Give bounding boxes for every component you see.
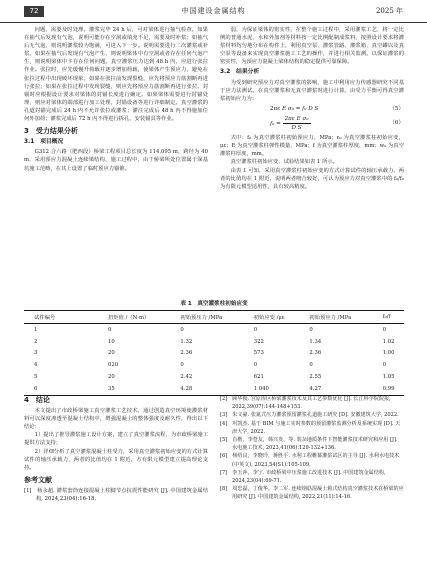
table-cell: 0	[309, 326, 313, 333]
table-cell: 0	[180, 362, 184, 369]
table-cell: 1.00	[382, 350, 395, 357]
section-4-heading: 4 结论	[24, 396, 50, 404]
reference-item: [5] 肖楷，李苍友，韩兴发，等. 装杂地质条件下智能灌浆技术研究和应用 [J]. 水电施工技术, 2023,41(06):129-132+136.	[220, 437, 398, 452]
right-para-2: 为受到研究预应力对真空灌浆的影响，施工中利用应力传感器研究不同基于应力法测试，在真空灌浆和无真空灌浆时进行计算。由受力平衡可得真空灌浆初始应力为：	[220, 79, 404, 102]
reference-item: [1] 杨永超. 灌浆套筒连接混凝土柱脚节点抗震性能研究 [J]. 中国建筑金属结构, 2024,23(04):16-18.	[24, 487, 208, 503]
table-header-cell: 初始预应力 /MPa	[309, 315, 352, 321]
table-row	[24, 348, 404, 360]
table-cell: 0	[309, 362, 313, 369]
table-cell: 0	[382, 362, 387, 369]
table-cell: 322	[253, 338, 264, 345]
table-cell: 0	[382, 326, 387, 333]
equation-5-body: 2πε E σ₀ = f₀ D S	[270, 105, 319, 112]
reference-item: [8] 周忠磊，丁俊华，李二军. 连续钢筋混凝土箱式结构真空灌浆技术在桥梁的应用研究 [J]. 中国建筑金属结构, 2022,21(11):14-16.	[220, 486, 404, 501]
right-para-5: 由表 1 可知，采用真空灌浆柱初始应变的方式计算试件的轴压承载力，两者的比值均在 1 附近，说明两者吻合较好，可认为预应力对真空灌浆中的 f₀/f₀ 为有限元模型适用性，具有较高精度。	[220, 167, 404, 190]
right-column	[220, 26, 404, 191]
data-table	[24, 310, 404, 396]
table-cell: 1.02	[382, 338, 395, 345]
table-cell: 2.36	[309, 350, 322, 357]
table-cell: 2	[34, 338, 38, 345]
page-header	[0, 0, 427, 23]
references-heading: 参考文献	[24, 475, 52, 484]
table-cell: 0	[253, 362, 258, 369]
conclusion-item-2: 2）详细分析了真空灌浆混凝土柱受力，采用真空灌浆初始应变的方式计算试件的轴压承载力，两者的比值均在 1 附近，方有限元模型建立提高理论支持。	[24, 448, 208, 471]
table-row	[24, 371, 404, 383]
table-cell: 1.32	[180, 338, 193, 345]
reference-item: [6] 杨绍良，李晓玲，蒋胜平. 水利工程帷幕灌浆试区的主导 [J]. 水利水电技术 (中英文), 2023,54(S1):105-109.	[220, 453, 400, 468]
references-column	[220, 395, 404, 502]
right-para-4: 真空灌浆柱初始应变、试验结果如表 1 所示。	[230, 159, 338, 166]
right-para-3: 式中：f₀ 为真空灌浆柱初始预应力，MPa；ε₀ 为真空灌浆柱初始应变，με；E 为真空灌浆柱弹性模量，MPa；f 为真空灌浆柱厚度，mm；w₀ 为真空灌浆柱厚度，mm。	[220, 135, 404, 158]
left-para-2: G312 合六路（肥西段）桥梁工程项目总长度为 114.095 m，跨径为 40 m，采用预应力混凝土连续梁结构，施工过程中，由于桥梁所处位置属于深基坑施工范畴，在其上设置了临时预应力锚锥。	[24, 149, 208, 172]
table-cell: 2.55	[309, 374, 322, 381]
table-cell: 4.28	[180, 385, 193, 392]
reference-item: [4] 巩凯杰. 基于 BIM 与施工实时参数的预留灌浆监测分析及系统实现 [D]. 天津大学, 2022.	[220, 420, 401, 435]
table-cell: 0	[180, 326, 184, 333]
journal-year: 2025 年	[375, 7, 403, 15]
table-header-cell: 试件编号	[34, 315, 56, 321]
table-row	[24, 324, 404, 336]
table-cell: 0.99	[382, 385, 395, 392]
left-column	[24, 26, 208, 173]
conclusion-column	[24, 392, 208, 503]
table-header-cell: 初始应变 /με	[253, 315, 285, 321]
table-cell: 1	[34, 326, 38, 333]
table-header-cell: f₀/f	[382, 314, 391, 320]
table-1	[24, 299, 404, 396]
equation-5-number: （5）	[389, 105, 404, 112]
reference-item: [2] 顾华俊. 宫原库区桥梁灌浆技术及其工艺参数优化 [J]. 长江科学院院报, 2022,39(07):144-148+153.	[220, 396, 391, 411]
table-cell: 1 040	[253, 385, 269, 392]
reference-item: [7] 李玉萍，李宁. 市政桥梁中压浆施工改进技术 [J]. 中国建筑金属结构, 2024,23(04):69-71.	[220, 469, 386, 485]
section-3-1-heading: 3.1 项目概况	[24, 139, 64, 146]
table-cell: 621	[253, 374, 264, 381]
conclusion-item-1: 1）提出了推导灌浆施工设计方案，建立了真空灌浆流程，为市政桥梁施工提供方法支持；	[24, 432, 208, 447]
table-header-cell: 初始预压力 /MPa	[180, 315, 223, 321]
right-para-1: 弱，为保证梁体的密实性，在整个施工过程中，采用灌浆工艺，将一定比例的普通水泥、水和外加剂等材料按一定比例配制成浆料，按照设计要求将灌浆材料均匀地分布在构件上，利用真空泵、灌浆管路、灌浆箱、真空罐以及真空泵等设备来实现真空灌浆施工工艺的操作，并进行相关监测。以保证灌浆的密实性，为预应力混凝土梁体结构的稳定提供可靠保障。	[220, 27, 404, 66]
journal-title: 中国建设金属结构	[181, 7, 246, 15]
equation-5	[220, 105, 404, 113]
table-cell: 3	[34, 350, 38, 357]
table-cell: 35	[108, 385, 115, 392]
conclusion-para: 本文提出了市政桥梁施工真空灌浆工艺技术，通过创造真空环境使灌浆材料可以深度渗透至混凝土结构中，增强混凝土的整体强度及耐久性，得出以下结论：	[24, 408, 208, 431]
left-para-1: 问题，需要及时处理。灌浆完毕 24 h 后，可对梁体进行抽气检查。如果在抽气后发现有气泡，说明可能存在空洞或填充不足，需要及时补浆；如抽气后无气泡，则说明灌浆较为饱满，可进入下一步。说明需要进行二次灌浆或补浆。如果在抽气后发现有气泡产生，则说明梁体中有空洞或者存在任何气泡产生，则说明梁体中卡存在任何问题。真空灌浆压力达到 48 h 内，应进行张拉作业。张拉时，应先缓慢升荷载并逐步增加荷载，使梁体产生预应力，避免在张拉过程中出现破坏现象。如果在张拉前发现裂缝，应先将预应力筋割断再进行张拉；如果在张拉过程中发现裂缝，则应先将预应力筋割断再进行张拉。封锚时应根据设计要求对梁体的封锚长度进行确定。如果梁体需要进行封锚处理，则应对梁体的端部进行加工处理，封锚设备等进行详细制定。真空灌浆的孔道封锚完成后 24 h 内不允许张拉或灌浆；灌注完成后 48 h 内不得施加任何外加荷；灌浆完成后 72 h 内不得进行拆孔、安装锚具等作业。	[24, 27, 208, 123]
table-cell: 573	[253, 350, 264, 357]
table-row	[24, 336, 404, 348]
table-cell: 4	[34, 362, 38, 369]
table-cell: 1.05	[382, 374, 395, 381]
reference-item: [3] 朱文豪. 张氮式压力灌浆预留灌浆孔道施工研究 [D]. 安徽建筑大学, 2022.	[220, 412, 399, 419]
equation-6-fraction	[283, 115, 311, 132]
table-header-row	[24, 311, 404, 324]
table-row	[24, 359, 404, 371]
table-cell: 4.27	[309, 385, 322, 392]
table-cell: 6	[34, 385, 38, 392]
section-3-heading: 3 受力结果分析	[24, 127, 78, 136]
table-cell: 1.34	[309, 338, 322, 345]
table-cell: 0	[253, 326, 258, 333]
table-cell: 20	[108, 374, 115, 381]
table-cell: 20	[108, 350, 115, 357]
equation-6	[220, 115, 404, 132]
equation-6-numerator: 2πε E σ₀	[283, 115, 311, 124]
equation-6-denominator: D S	[291, 125, 302, 132]
page-number: 72	[24, 6, 44, 17]
table-caption: 表 1 真空灌浆柱初始应变	[180, 301, 248, 307]
table-header-cell: 扭矩值 /（N·m）	[108, 315, 150, 321]
equation-6-lhs: f₀ =	[270, 121, 281, 128]
table-cell: 10	[108, 338, 115, 345]
table-cell: 2.42	[180, 374, 193, 381]
table-cell: 2.36	[180, 350, 193, 357]
table-cell: 020	[108, 362, 119, 369]
section-3-2-heading: 3.2 结果分析	[220, 69, 260, 76]
table-cell: 5	[34, 374, 38, 381]
equation-6-number: （6）	[389, 120, 404, 127]
table-cell: 0	[108, 326, 112, 333]
